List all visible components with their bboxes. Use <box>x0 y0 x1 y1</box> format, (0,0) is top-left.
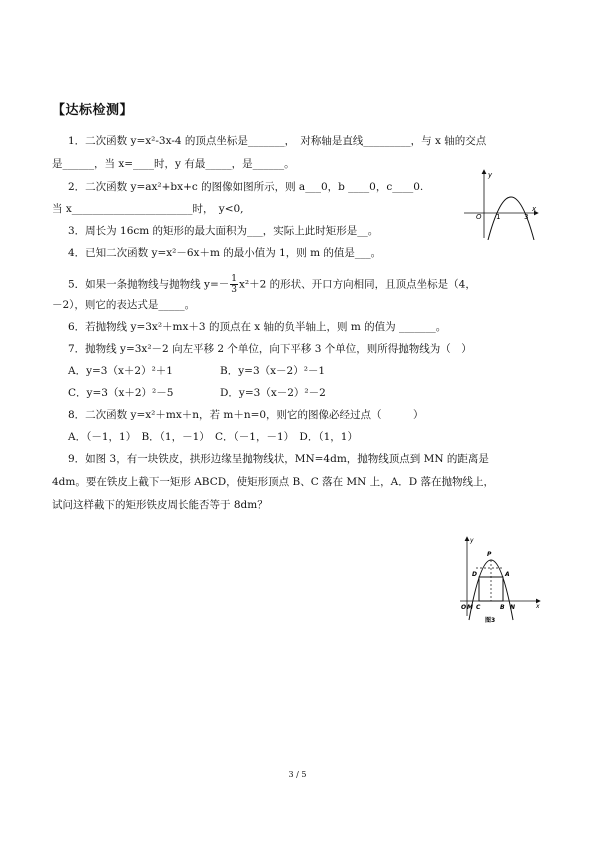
q9-figure-3 <box>452 534 544 624</box>
q2-parabola-figure <box>460 168 540 240</box>
q7-stem: 7．抛物线 y=3x²－2 向左平移 2 个单位，向下平移 3 个单位，则所得抛物线为（ ） <box>68 343 472 355</box>
q5-line-1 <box>68 274 476 295</box>
q1-line-1: 1．二次函数 y=x²-3x-4 的顶点坐标是_______， 对称轴是直线_________，与 x 轴的交点 <box>68 135 487 147</box>
q7-option-c: C．y=3（x＋2）²－5 <box>68 387 174 399</box>
q9-line-2: 4dm。要在铁皮上截下一矩形 ABCD，使矩形顶点 B、C 落在 MN 上，A．D 落在抛物线上， <box>52 476 495 488</box>
q9-x-label: x <box>536 603 540 610</box>
q9-label-n: N <box>510 604 516 611</box>
q8-options: A．（－1，1） B．（1，－1） C．（－1，－1） D．（1，1） <box>68 431 358 443</box>
q9-label-b: B <box>500 604 505 611</box>
q1-line-2: 是______，当 x=____时，y 有最_____，是______。 <box>52 158 295 170</box>
q2-line-1: 2．二次函数 y=ax²+bx+c 的图像如图所示，则 a___0，b ____0，c____0. <box>68 181 424 193</box>
q4-line: 4．已知二次函数 y=x²－6x＋m 的最小值为 1，则 m 的值是___。 <box>68 247 382 259</box>
q5-fraction-denominator: 3 <box>231 285 237 295</box>
q6-line: 6．若抛物线 y=3x²＋mx＋3 的顶点在 x 轴的负半轴上，则 m 的值为 _______。 <box>68 321 447 333</box>
q9-figure-caption: 图3 <box>485 617 496 624</box>
q5-text-before: 5．如果一条抛物线与抛物线 y=－ <box>68 278 230 291</box>
q7-option-d: D．y=3（x－2）²－2 <box>220 387 326 399</box>
section-heading: 【达标检测】 <box>52 103 134 118</box>
q9-line-3: 试问这样截下的矩形铁皮周长能否等于 8dm？ <box>52 499 268 511</box>
q9-label-p: P <box>487 551 492 558</box>
q2-y-label: y <box>488 171 493 179</box>
q9-label-m: M <box>467 604 473 611</box>
q9-label-d: D <box>472 571 477 578</box>
q2-x-label: x <box>532 205 537 213</box>
q2-line-2: 当 x_______________________时， y<0, <box>52 203 244 215</box>
q3-line: 3．周长为 16cm 的矩形的最大面积为___，实际上此时矩形是__。 <box>68 225 379 237</box>
q7-option-a: A．y=3（x＋2）²＋1 <box>68 365 173 377</box>
q5-line-2: －2），则它的表达式是_____。 <box>52 299 196 311</box>
page-number: 3 / 5 <box>288 770 307 779</box>
q8-stem: 8．二次函数 y=x²＋mx＋n，若 m＋n=0，则它的图像必经过点（ ） <box>68 409 424 421</box>
q9-y-label: y <box>470 537 474 544</box>
q2-origin-label: O <box>476 213 482 221</box>
q9-line-1: 9．如图 3，有一块铁皮，拱形边缘呈抛物线状，MN=4dm，抛物线顶点到 MN 的距离是 <box>68 453 489 465</box>
q5-fraction <box>230 274 238 295</box>
q9-label-a: A <box>505 571 510 578</box>
q9-label-c: C <box>476 604 481 611</box>
q7-option-b: B．y=3（x－2）²－1 <box>220 365 326 377</box>
q9-label-o: O <box>461 604 467 611</box>
q5-fraction-numerator: 1 <box>231 274 237 284</box>
q5-text-after: x²＋2 的形状、开口方向相同，且顶点坐标是（4， <box>238 278 476 291</box>
q2-tick-1: 1 <box>496 213 501 221</box>
q2-tick-3: 3 <box>524 213 529 221</box>
